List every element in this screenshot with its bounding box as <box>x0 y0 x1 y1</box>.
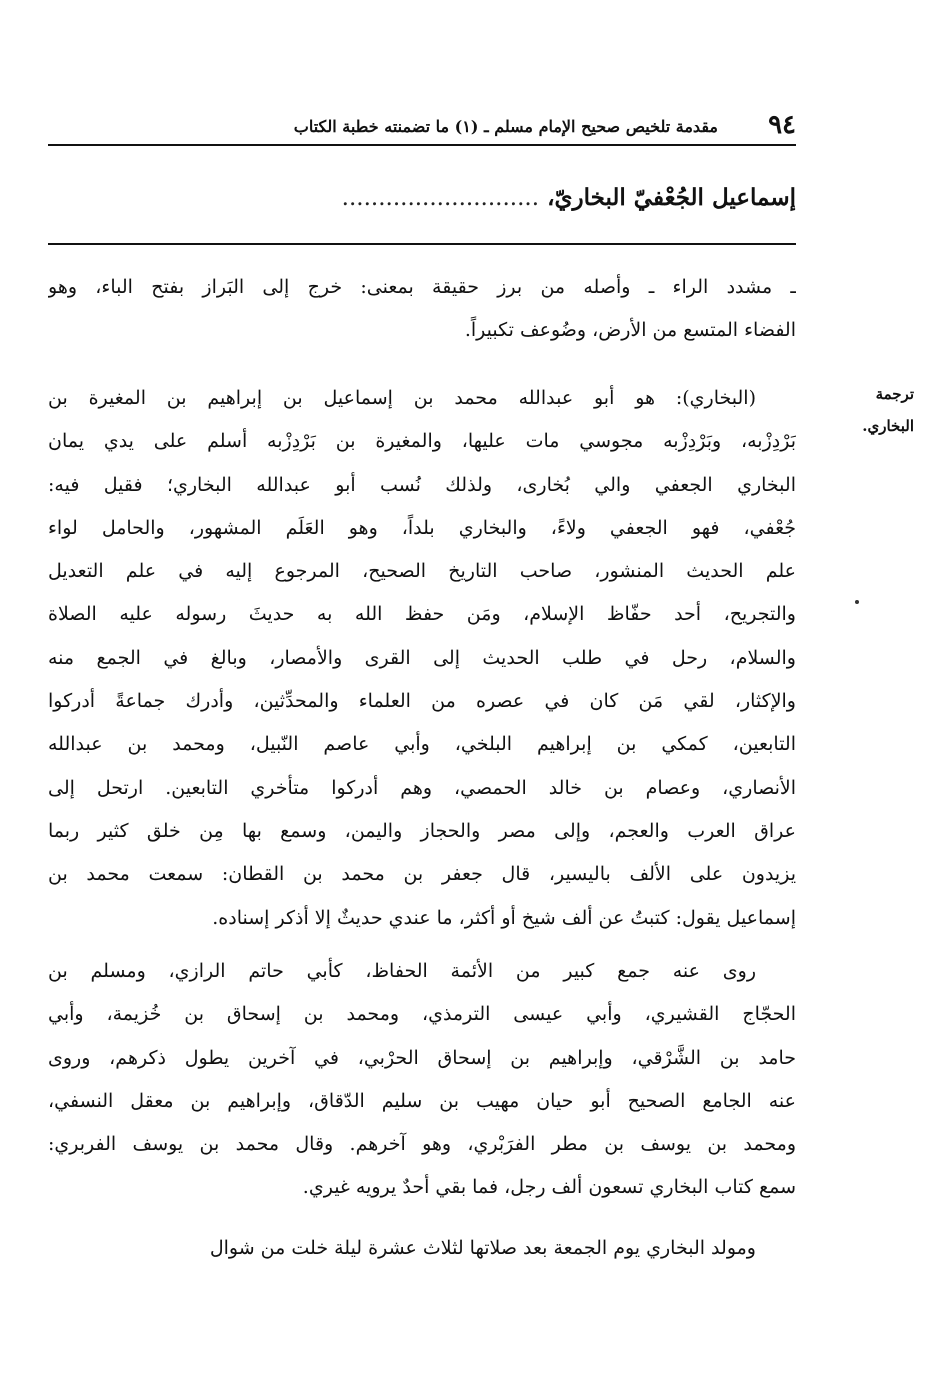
paragraph-narrators <box>48 950 796 1210</box>
text-line: إسماعيل يقول: كتبتُ عن ألف شيخ أو أكثر، ما عندي حديثٌ إلا أذكر إسناده. <box>212 906 796 929</box>
paragraph-biography <box>48 377 796 940</box>
margin-note-line: ترجمة <box>875 385 914 403</box>
text-line: عراق العرب والعجم، وإلى مصر والحجاز واليمن، وسمع بها مِن خلق كثير ربما <box>48 819 796 842</box>
lead-dots: ........................... <box>341 185 540 211</box>
text-line: البخاري الجعفي والي بُخارى، ولذلك نُسب أبو عبدالله البخاري؛ فقيل فيه: <box>48 473 796 496</box>
text-line: بَرْدِزْبه، وبَرْدِزْبه مجوسي مات عليها، والمغيرة بن بَرْدِزْبه أسلم على يدي يمان <box>48 430 796 453</box>
header-title: مقدمة تلخيص صحيح الإمام مسلم ـ (١) ما تضمنته خطبة الكتاب <box>293 117 718 136</box>
text-line: الأنصاري، وعصام بن خالد الحمصي، وهم أدركوا متأخري التابعين. ارتحل إلى <box>48 776 796 799</box>
paragraph-birth <box>48 1227 796 1270</box>
lead-line <box>48 180 796 216</box>
text-line: والسلام، رحل في طلب الحديث إلى القرى والأمصار، وبالغ في الجمع منه <box>48 646 796 669</box>
text-line: ومولد البخاري يوم الجمعة بعد صلاتها لثلاث عشرة ليلة خلت من شوال <box>209 1237 756 1259</box>
text-line: الحجّاج القشيري، وأبي عيسى الترمذي، ومحمد بن إسحاق بن خُزيمة، وأبي <box>48 1003 796 1026</box>
paragraph-continuation <box>48 266 796 353</box>
text-line: جُعْفي، فهو الجعفي ولاءً، والبخاري بلداً، وهو العَلَم المشهور، والحامل لواء <box>48 516 796 539</box>
text-line: والتجريح، أحد حفّاظ الإسلام، ومَن حفظ الله به حديثَ رسوله عليه الصلاة <box>48 603 796 626</box>
text-line: حامد بن الشَّرْقي، وإبراهيم بن إسحاق الحرْبي، في آخرين يطول ذكرهم، وروى <box>48 1046 796 1069</box>
text-line: روى عنه جمع كبير من الأئمة الحفاظ، كأبي حاتم الرازي، ومسلم بن <box>48 960 756 982</box>
text-line: والإكثار، لقي مَن كان في عصره من العلماء والمحدِّثين، وأدرك جماعةً أدركوا <box>48 690 796 713</box>
running-header <box>48 108 796 146</box>
page-number: ٩٤ <box>768 110 796 140</box>
text-line: علم الحديث المنشور، صاحب التاريخ الصحيح، المرجوع إليه في علم التعديل <box>48 560 796 583</box>
text-line: عنه الجامع الصحيح أبو حيان مهيب بن سليم الدّقاق، وإبراهيم بن معقل النسفي، <box>48 1089 796 1112</box>
text-line: الفضاء المتسع من الأرض، وضُوعف تكبيراً. <box>464 319 796 342</box>
margin-note <box>822 378 914 442</box>
text-line: ومحمد بن يوسف بن مطر الفرَبْري، وهو آخرهم. وقال محمد بن يوسف الفربري: <box>48 1133 796 1156</box>
lead-text: إسماعيل الجُعْفيّ البخاريّ، <box>547 184 796 211</box>
text-line: التابعين، كمكي بن إبراهيم البلخي، وأبي عاصم النّبيل، ومحمد بن عبدالله <box>48 733 796 756</box>
text-line: (البخاري): هو أبو عبدالله محمد بن إسماعيل بن إبراهيم بن المغيرة بن <box>48 387 756 409</box>
text-line: ـ مشدد الراء ـ وأصله من برز حقيقة بمعنى: خرج إلى البَراز بفتح الباء، وهو <box>48 276 796 298</box>
text-line: سمع كتاب البخاري تسعون ألف رجل، فما بقي أحدٌ يرويه غيري. <box>302 1176 796 1199</box>
section-rule <box>48 243 796 245</box>
margin-mark <box>855 600 859 604</box>
text-line: يزيدون على الألف باليسير، قال جعفر بن محمد بن القطان: سمعت محمد بن <box>48 863 796 886</box>
margin-note-line: البخاري. <box>862 417 914 435</box>
